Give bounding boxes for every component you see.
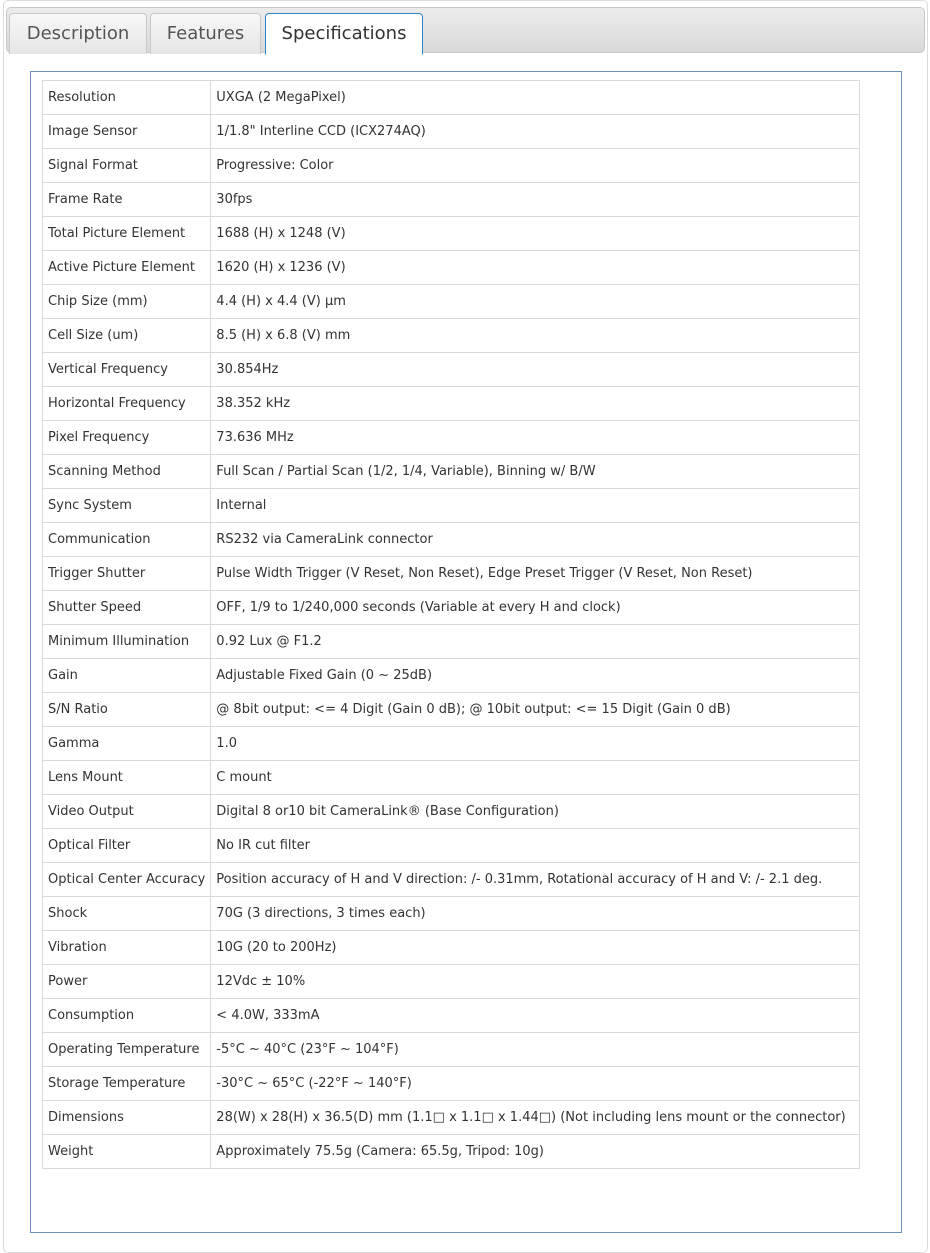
spec-row [43, 387, 860, 421]
spec-label: Horizontal Frequency [43, 387, 211, 421]
spec-label: Vibration [43, 931, 211, 965]
spec-label: Shock [43, 897, 211, 931]
tab-features[interactable]: Features [150, 13, 261, 54]
spec-label: Vertical Frequency [43, 353, 211, 387]
spec-label: Trigger Shutter [43, 557, 211, 591]
spec-value: Position accuracy of H and V direction: /- 0.31mm, Rotational accuracy of H and V: /- 2.1 deg. [211, 863, 860, 897]
spec-row [43, 999, 860, 1033]
spec-value: 4.4 (H) x 4.4 (V) µm [211, 285, 860, 319]
spec-value: 8.5 (H) x 6.8 (V) mm [211, 319, 860, 353]
spec-label: Chip Size (mm) [43, 285, 211, 319]
spec-value: Approximately 75.5g (Camera: 65.5g, Tripod: 10g) [211, 1135, 860, 1169]
spec-row [43, 727, 860, 761]
spec-value: OFF, 1/9 to 1/240,000 seconds (Variable at every H and clock) [211, 591, 860, 625]
spec-value: UXGA (2 MegaPixel) [211, 81, 860, 115]
spec-label: Image Sensor [43, 115, 211, 149]
spec-row [43, 897, 860, 931]
spec-row [43, 285, 860, 319]
spec-label: Active Picture Element [43, 251, 211, 285]
spec-label: Optical Filter [43, 829, 211, 863]
product-tabs [3, 0, 928, 1253]
spec-label: Storage Temperature [43, 1067, 211, 1101]
spec-label: Optical Center Accuracy [43, 863, 211, 897]
spec-value: No IR cut filter [211, 829, 860, 863]
spec-label: Cell Size (um) [43, 319, 211, 353]
spec-row [43, 591, 860, 625]
spec-row [43, 1067, 860, 1101]
tab-bar [6, 7, 925, 53]
spec-label: Dimensions [43, 1101, 211, 1135]
spec-value: Adjustable Fixed Gain (0 ~ 25dB) [211, 659, 860, 693]
spec-value: 73.636 MHz [211, 421, 860, 455]
spec-row [43, 659, 860, 693]
tab-description[interactable]: Description [9, 13, 147, 54]
spec-value: 28(W) x 28(H) x 36.5(D) mm (1.1□ x 1.1□ x 1.44□) (Not including lens mount or the connector) [211, 1101, 860, 1135]
spec-value: 30fps [211, 183, 860, 217]
specifications-table [42, 80, 860, 1169]
spec-label: Signal Format [43, 149, 211, 183]
spec-value: 1688 (H) x 1248 (V) [211, 217, 860, 251]
spec-value: @ 8bit output: <= 4 Digit (Gain 0 dB); @ 10bit output: <= 15 Digit (Gain 0 dB) [211, 693, 860, 727]
spec-value: 1.0 [211, 727, 860, 761]
spec-label: Scanning Method [43, 455, 211, 489]
spec-row [43, 863, 860, 897]
spec-row [43, 489, 860, 523]
spec-value: 70G (3 directions, 3 times each) [211, 897, 860, 931]
spec-value: Digital 8 or10 bit CameraLink® (Base Configuration) [211, 795, 860, 829]
spec-value: -30°C ~ 65°C (-22°F ~ 140°F) [211, 1067, 860, 1101]
spec-value: -5°C ~ 40°C (23°F ~ 104°F) [211, 1033, 860, 1067]
spec-row [43, 931, 860, 965]
spec-row [43, 523, 860, 557]
spec-row [43, 693, 860, 727]
spec-row [43, 1101, 860, 1135]
spec-row [43, 319, 860, 353]
spec-row [43, 455, 860, 489]
spec-row [43, 761, 860, 795]
spec-row [43, 149, 860, 183]
spec-label: Pixel Frequency [43, 421, 211, 455]
spec-label: Operating Temperature [43, 1033, 211, 1067]
spec-label: Lens Mount [43, 761, 211, 795]
spec-row [43, 557, 860, 591]
spec-label: Frame Rate [43, 183, 211, 217]
spec-value: Full Scan / Partial Scan (1/2, 1/4, Variable), Binning w/ B/W [211, 455, 860, 489]
spec-value: 0.92 Lux @ F1.2 [211, 625, 860, 659]
spec-value: < 4.0W, 333mA [211, 999, 860, 1033]
spec-value: C mount [211, 761, 860, 795]
spec-label: Video Output [43, 795, 211, 829]
specifications-panel [30, 71, 902, 1233]
spec-value: 30.854Hz [211, 353, 860, 387]
spec-value: 38.352 kHz [211, 387, 860, 421]
spec-row [43, 353, 860, 387]
spec-value: 10G (20 to 200Hz) [211, 931, 860, 965]
tab-specifications[interactable]: Specifications [265, 13, 423, 55]
spec-row [43, 1033, 860, 1067]
spec-label: Minimum Illumination [43, 625, 211, 659]
spec-value: Internal [211, 489, 860, 523]
spec-value: RS232 via CameraLink connector [211, 523, 860, 557]
spec-label: Weight [43, 1135, 211, 1169]
spec-label: Gain [43, 659, 211, 693]
spec-label: Power [43, 965, 211, 999]
spec-label: Gamma [43, 727, 211, 761]
spec-row [43, 115, 860, 149]
spec-row [43, 183, 860, 217]
spec-value: 1/1.8" Interline CCD (ICX274AQ) [211, 115, 860, 149]
spec-row [43, 829, 860, 863]
spec-value: Pulse Width Trigger (V Reset, Non Reset), Edge Preset Trigger (V Reset, Non Reset) [211, 557, 860, 591]
spec-label: Sync System [43, 489, 211, 523]
spec-label: Consumption [43, 999, 211, 1033]
spec-value: Progressive: Color [211, 149, 860, 183]
spec-row [43, 421, 860, 455]
spec-label: S/N Ratio [43, 693, 211, 727]
spec-row [43, 217, 860, 251]
spec-label: Shutter Speed [43, 591, 211, 625]
spec-label: Total Picture Element [43, 217, 211, 251]
spec-row [43, 625, 860, 659]
spec-value: 1620 (H) x 1236 (V) [211, 251, 860, 285]
spec-row [43, 81, 860, 115]
spec-label: Resolution [43, 81, 211, 115]
spec-row [43, 251, 860, 285]
spec-row [43, 965, 860, 999]
spec-row [43, 795, 860, 829]
spec-row [43, 1135, 860, 1169]
spec-label: Communication [43, 523, 211, 557]
spec-value: 12Vdc ± 10% [211, 965, 860, 999]
